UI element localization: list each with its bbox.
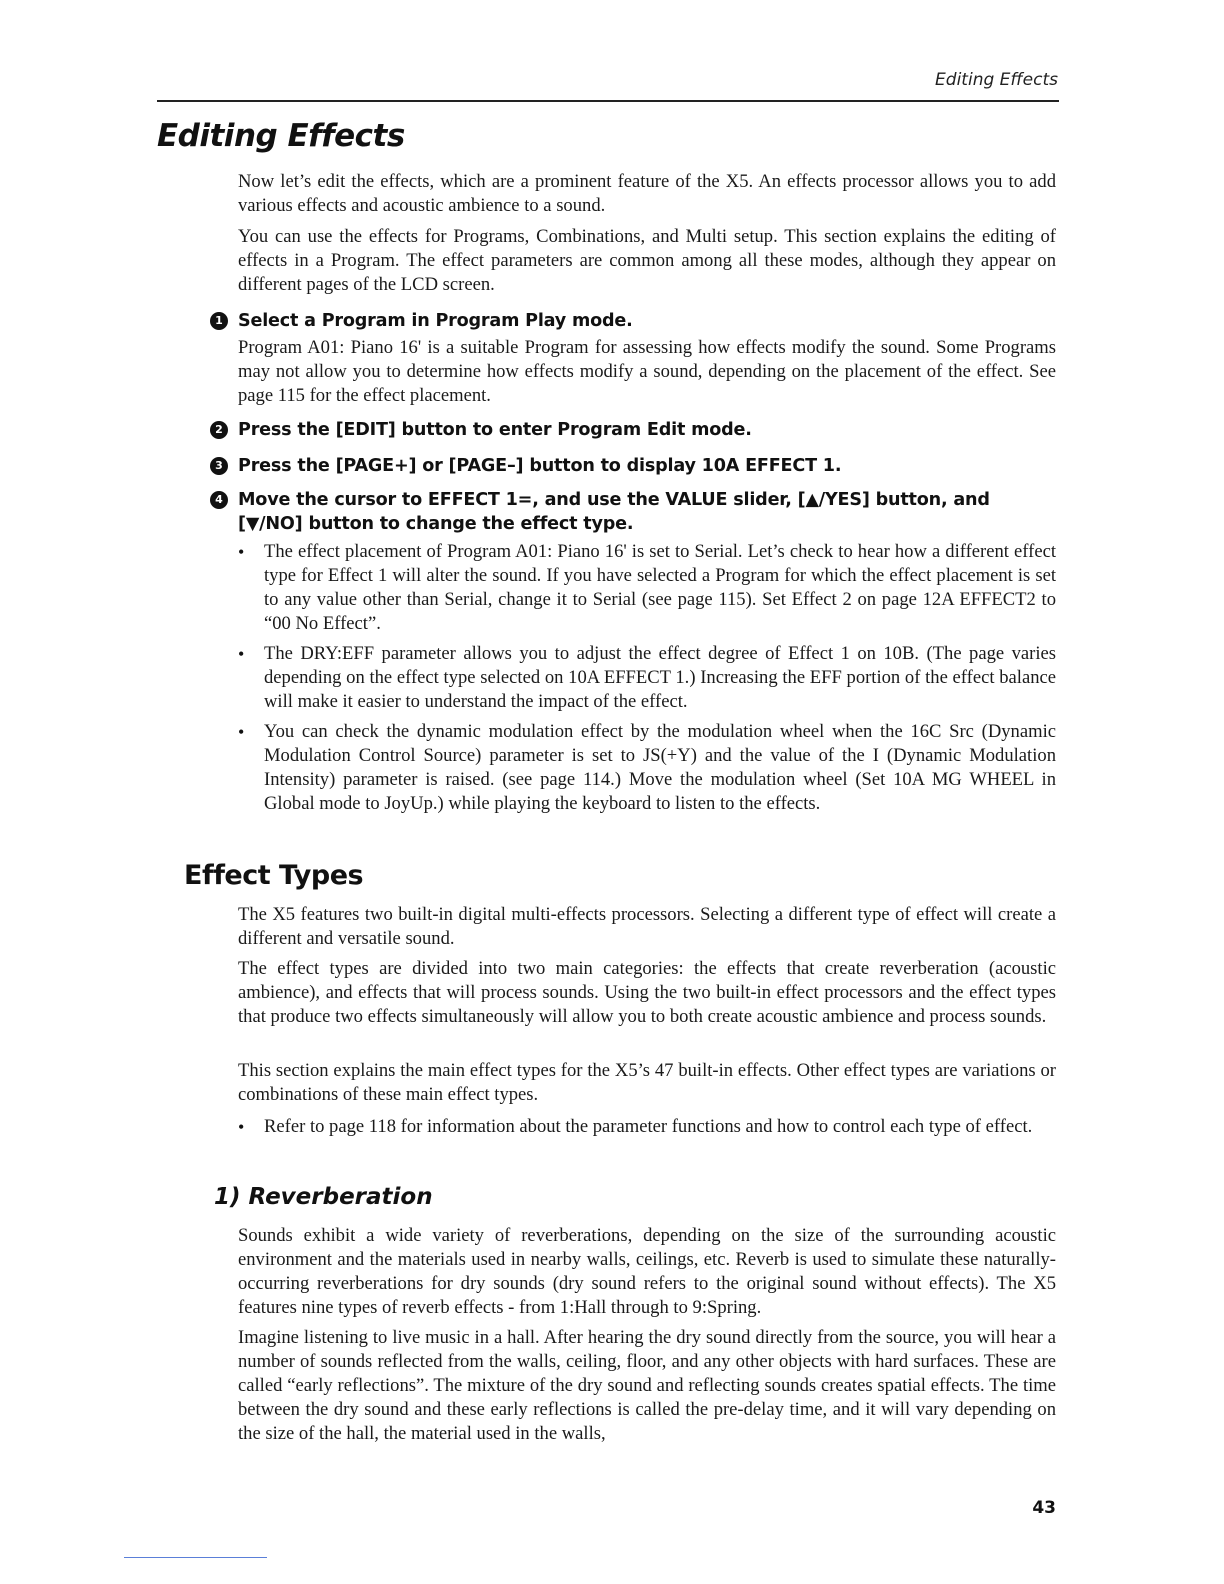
- section-title: Editing Effects: [157, 118, 405, 154]
- effect-types-heading: Effect Types: [184, 860, 364, 891]
- intro-paragraph-2: [238, 225, 1056, 297]
- bullet-dot: •: [238, 722, 245, 742]
- effect-types-paragraph-2: [238, 957, 1056, 1029]
- bullet-text: Refer to page 118 for information about the parameter functions and how to control each type of effect.: [264, 1116, 1033, 1137]
- step-number-1: 1: [210, 312, 228, 330]
- reverberation-text-2: Imagine listening to live music in a hall. After hearing the dry sound directly from the source, you will hear a number of sounds reflected from the walls, ceiling, floor, and any other objects with hard surfaces. These are called “early reflections”. The mixture of the dry sound and reflecting sounds creates spatial effects. The time between the dry sound and these early reflections is called the pre-delay time, and it will vary depending on the size of the hall, the material used in the walls,: [238, 1327, 1056, 1444]
- bullet-text: The DRY:EFF parameter allows you to adjust the effect degree of Effect 1 on 10B. (The page varies depending on the effect type selected on 10A EFFECT 1.) Increasing the EFF portion of the effect balance will make it easier to understand the impact of the effect.: [264, 643, 1056, 712]
- intro-text-2: You can use the effects for Programs, Combinations, and Multi setup. This section explains the editing of effects in a Program. The effect parameters are common among all these modes, although they appear on different pages of the LCD screen.: [238, 226, 1056, 295]
- step-1: [210, 309, 1056, 333]
- running-header: Editing Effects: [935, 70, 1058, 90]
- bullet-dot: •: [238, 1117, 245, 1137]
- step-title-3: Press the [PAGE+] or [PAGE–] button to display 10A EFFECT 1.: [238, 456, 842, 476]
- header-rule: [157, 100, 1059, 102]
- step-number-2: 2: [210, 421, 228, 439]
- step-4-bullet-3: [238, 720, 1056, 816]
- step-1-body: [238, 336, 1056, 408]
- step-1-text: Program A01: Piano 16' is a suitable Program for assessing how effects modify the sound. Some Programs may not allow you to determine how effects modify a sound, depending on the placement of the effect. See page 115 for the effect placement.: [238, 337, 1056, 406]
- reverberation-text-1: Sounds exhibit a wide variety of reverberations, depending on the size of the surrounding acoustic environment and the materials used in nearby walls, ceilings, etc. Reverb is used to simulate these naturally-occurring reverberations for dry sounds (dry sound refers to the original sound without effects). The X5 features nine types of reverb effects - from 1:Hall through to 9:Spring.: [238, 1225, 1056, 1318]
- step-number-3: 3: [210, 457, 228, 475]
- step-title-1: Select a Program in Program Play mode.: [238, 311, 633, 331]
- reverberation-paragraph-2: [238, 1326, 1056, 1446]
- reverberation-heading: 1) Reverberation: [214, 1184, 433, 1210]
- effect-types-text-2: The effect types are divided into two main categories: the effects that create reverberation (acoustic ambience), and effects that will process sounds. Using the two built-in effect processors and the effect types that produce two effects simultaneously will allow you to both create acoustic ambience and process sounds.: [238, 958, 1056, 1027]
- step-4-bullet-1: [238, 540, 1056, 636]
- bullet-text: The effect placement of Program A01: Piano 16' is set to Serial. Let’s check to hear how a different effect type for Effect 1 will alter the sound. If you have selected a Program for which the effect placement is set to any value other than Serial, change it to Serial (see page 115). Set Effect 2 on page 12A EFFECT2 to “00 No Effect”.: [264, 541, 1056, 634]
- step-number-4: 4: [210, 491, 228, 509]
- bullet-dot: •: [238, 542, 245, 562]
- step-title-4: Move the cursor to EFFECT 1=, and use the VALUE slider, [▲/YES] button, and [▼/NO] button to change the effect type.: [238, 490, 990, 534]
- effect-types-text-3: This section explains the main effect types for the X5’s 47 built-in effects. Other effect types are variations or combinations of these main effect types.: [238, 1060, 1056, 1105]
- step-3: [210, 454, 1056, 478]
- step-4: [210, 488, 1056, 536]
- step-2: [210, 418, 1056, 442]
- reverberation-paragraph-1: [238, 1224, 1056, 1320]
- bullet-text: You can check the dynamic modulation effect by the modulation wheel when the 16C Src (Dynamic Modulation Control Source) parameter is set to JS(+Y) and the value of the I (Dynamic Modulation Intensity) parameter is raised. (see page 114.) Move the modulation wheel (Set 10A MG WHEEL in Global mode to JoyUp.) while playing the keyboard to listen to the effects.: [264, 721, 1056, 814]
- page-number: 43: [1032, 1498, 1056, 1518]
- effect-types-bullet: [238, 1115, 1056, 1139]
- intro-text-1: Now let’s edit the effects, which are a prominent feature of the X5. An effects processor allows you to add various effects and acoustic ambience to a sound.: [238, 171, 1056, 216]
- bullet-dot: •: [238, 644, 245, 664]
- effect-types-paragraph-1: [238, 903, 1056, 951]
- intro-paragraph-1: [238, 170, 1056, 218]
- effect-types-paragraph-3: [238, 1059, 1056, 1107]
- effect-types-text-1: The X5 features two built-in digital multi-effects processors. Selecting a different type of effect will create a different and versatile sound.: [238, 904, 1056, 949]
- step-title-2: Press the [EDIT] button to enter Program Edit mode.: [238, 420, 752, 440]
- footer-rule: [124, 1557, 267, 1558]
- step-4-bullet-2: [238, 642, 1056, 714]
